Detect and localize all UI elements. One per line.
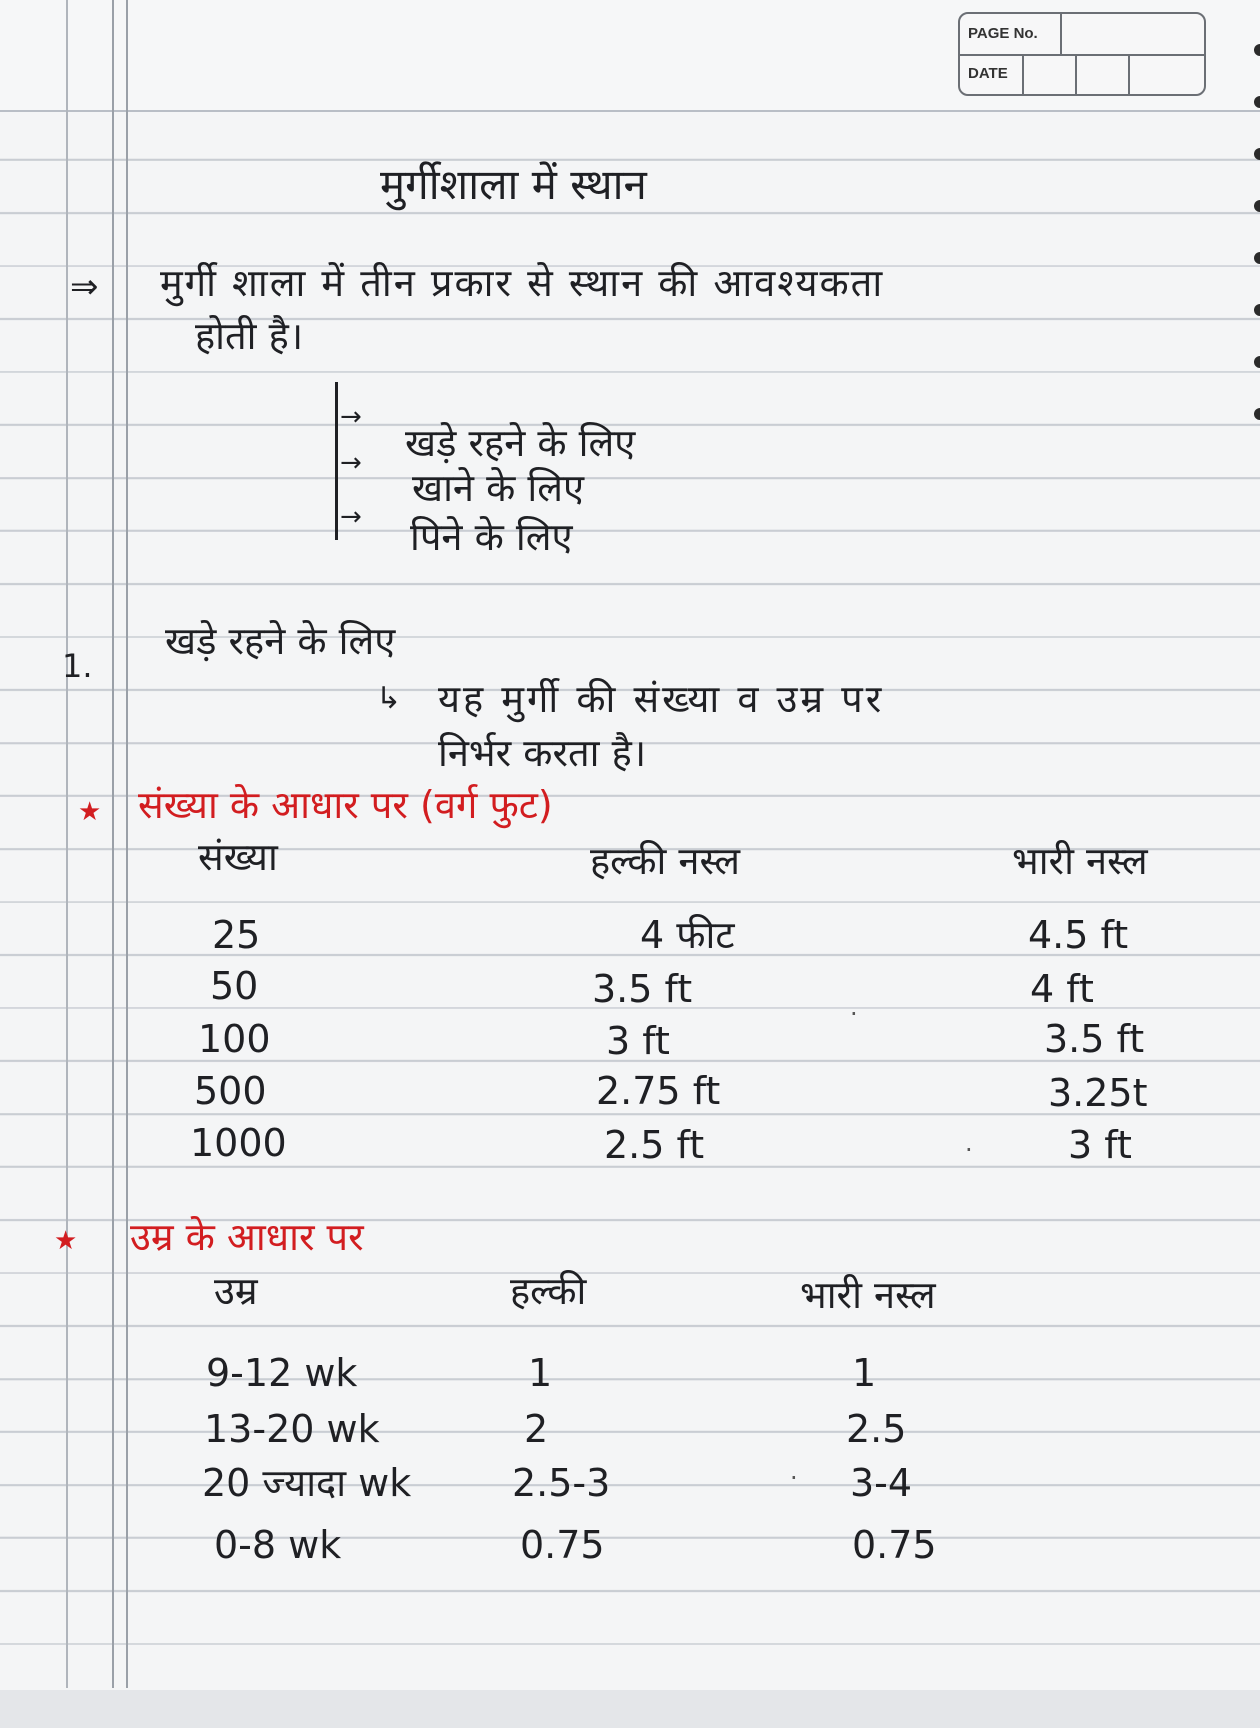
table-cell: 50 <box>210 964 259 1008</box>
section-number: 1. <box>62 647 93 685</box>
implies-arrow: ⇒ <box>70 267 99 307</box>
sub-arrow-icon: ↳ <box>376 681 402 716</box>
table-cell: 2.5-3 <box>512 1461 611 1505</box>
col-header-age: उम्र <box>214 1269 258 1313</box>
col-header-count: संख्या <box>198 835 278 879</box>
table-cell: 1 <box>528 1351 553 1395</box>
col-header-light-breed: हल्की नस्ल <box>590 839 741 883</box>
star-marker-icon: ★ <box>54 1226 78 1256</box>
table-cell: 2.5 <box>846 1407 907 1451</box>
table-cell: 4 फीट <box>640 913 735 957</box>
table-cell: 25 <box>212 913 261 957</box>
date-label: DATE <box>968 65 1008 82</box>
table-cell: 3.5 ft <box>1044 1017 1145 1061</box>
branch-item-eating: खाने के लिए <box>412 466 584 510</box>
table-cell: 1 <box>852 1351 877 1395</box>
branch-bracket: → → → <box>335 382 354 540</box>
col-header-heavy-breed: भारी नस्ल <box>1012 839 1148 883</box>
table-cell: 3.25t <box>1048 1071 1148 1115</box>
table-cell: 2.5 ft <box>604 1123 705 1167</box>
table-cell: 4.5 ft <box>1028 913 1129 957</box>
section-heading: खड़े रहने के लिए <box>165 619 396 663</box>
intro-line-1: मुर्गी शाला में तीन प्रकार से स्थान की आवश्यकता <box>160 261 885 305</box>
table-cell: 2 <box>524 1407 549 1451</box>
margin-line <box>112 0 128 1688</box>
table-cell: 3.5 ft <box>592 967 693 1011</box>
notebook-page: PAGE No. DATE मुर्गीशाला में स्थान ⇒ मुर्गी शाला में तीन प्रकार से स्थान की आवश्यकता होती है। → → → खड़े रहने के लिए खाने के लिए पिने के लिए 1. खड़े रहने के लिए ↳ यह मुर्गी की संख्या व उम्र पर निर्भर करता है। ★ संख्या के आधार पर (वर्ग फुट) संख्या हल्की नस्ल भारी नस्ल 25 4 फीट 4.5 ft 50 3.5 ft 4 ft 100 3 ft 3.5 ft 500 2.75 ft 3.25t 1000 2.5 ft 3 ft ★ उम्र के आधार पर उम्र हल्की भारी नस्ल 9-12 wk 1 1 13-20 wk 2 2.5 20 ज्यादा wk 2.5-3 3-4 0-8 wk 0.75 0.75 · · · <box>0 0 1260 1728</box>
page-date-box <box>958 12 1206 96</box>
table-cell: 2.75 ft <box>596 1069 721 1113</box>
table-cell: 500 <box>194 1069 267 1113</box>
table-cell: 0-8 wk <box>214 1523 342 1567</box>
branch-item-standing: खड़े रहने के लिए <box>405 421 636 465</box>
bottom-strip <box>0 1690 1260 1728</box>
table-cell: 13-20 wk <box>204 1407 380 1451</box>
section-note-line-2: निर्भर करता है। <box>438 731 647 775</box>
section-note-line-1: यह मुर्गी की संख्या व उम्र पर <box>438 677 885 721</box>
table-cell: 3-4 <box>850 1461 913 1505</box>
table-cell: 1000 <box>190 1121 287 1165</box>
page-title: मुर्गीशाला में स्थान <box>380 160 647 209</box>
col-header-light: हल्की <box>510 1269 587 1313</box>
table-cell: 100 <box>198 1017 271 1061</box>
intro-line-2: होती है। <box>195 314 304 358</box>
branch-item-drinking: पिने के लिए <box>410 515 573 559</box>
left-rule-line <box>66 0 68 1688</box>
table-cell: 3 ft <box>1068 1123 1132 1167</box>
table-cell: 4 ft <box>1030 967 1094 1011</box>
star-marker-icon: ★ <box>78 797 102 827</box>
table-cell: 0.75 <box>520 1523 605 1567</box>
table-number-heading: संख्या के आधार पर (वर्ग फुट) <box>138 783 553 827</box>
table-cell: 9-12 wk <box>206 1351 358 1395</box>
table-cell: 0.75 <box>852 1523 937 1567</box>
table-cell: 3 ft <box>606 1019 670 1063</box>
col-header-heavy-breed: भारी नस्ल <box>800 1273 936 1317</box>
table-cell: 20 ज्यादा wk <box>202 1461 412 1505</box>
table-age-heading: उम्र के आधार पर <box>130 1215 364 1259</box>
page-no-label: PAGE No. <box>968 25 1038 42</box>
